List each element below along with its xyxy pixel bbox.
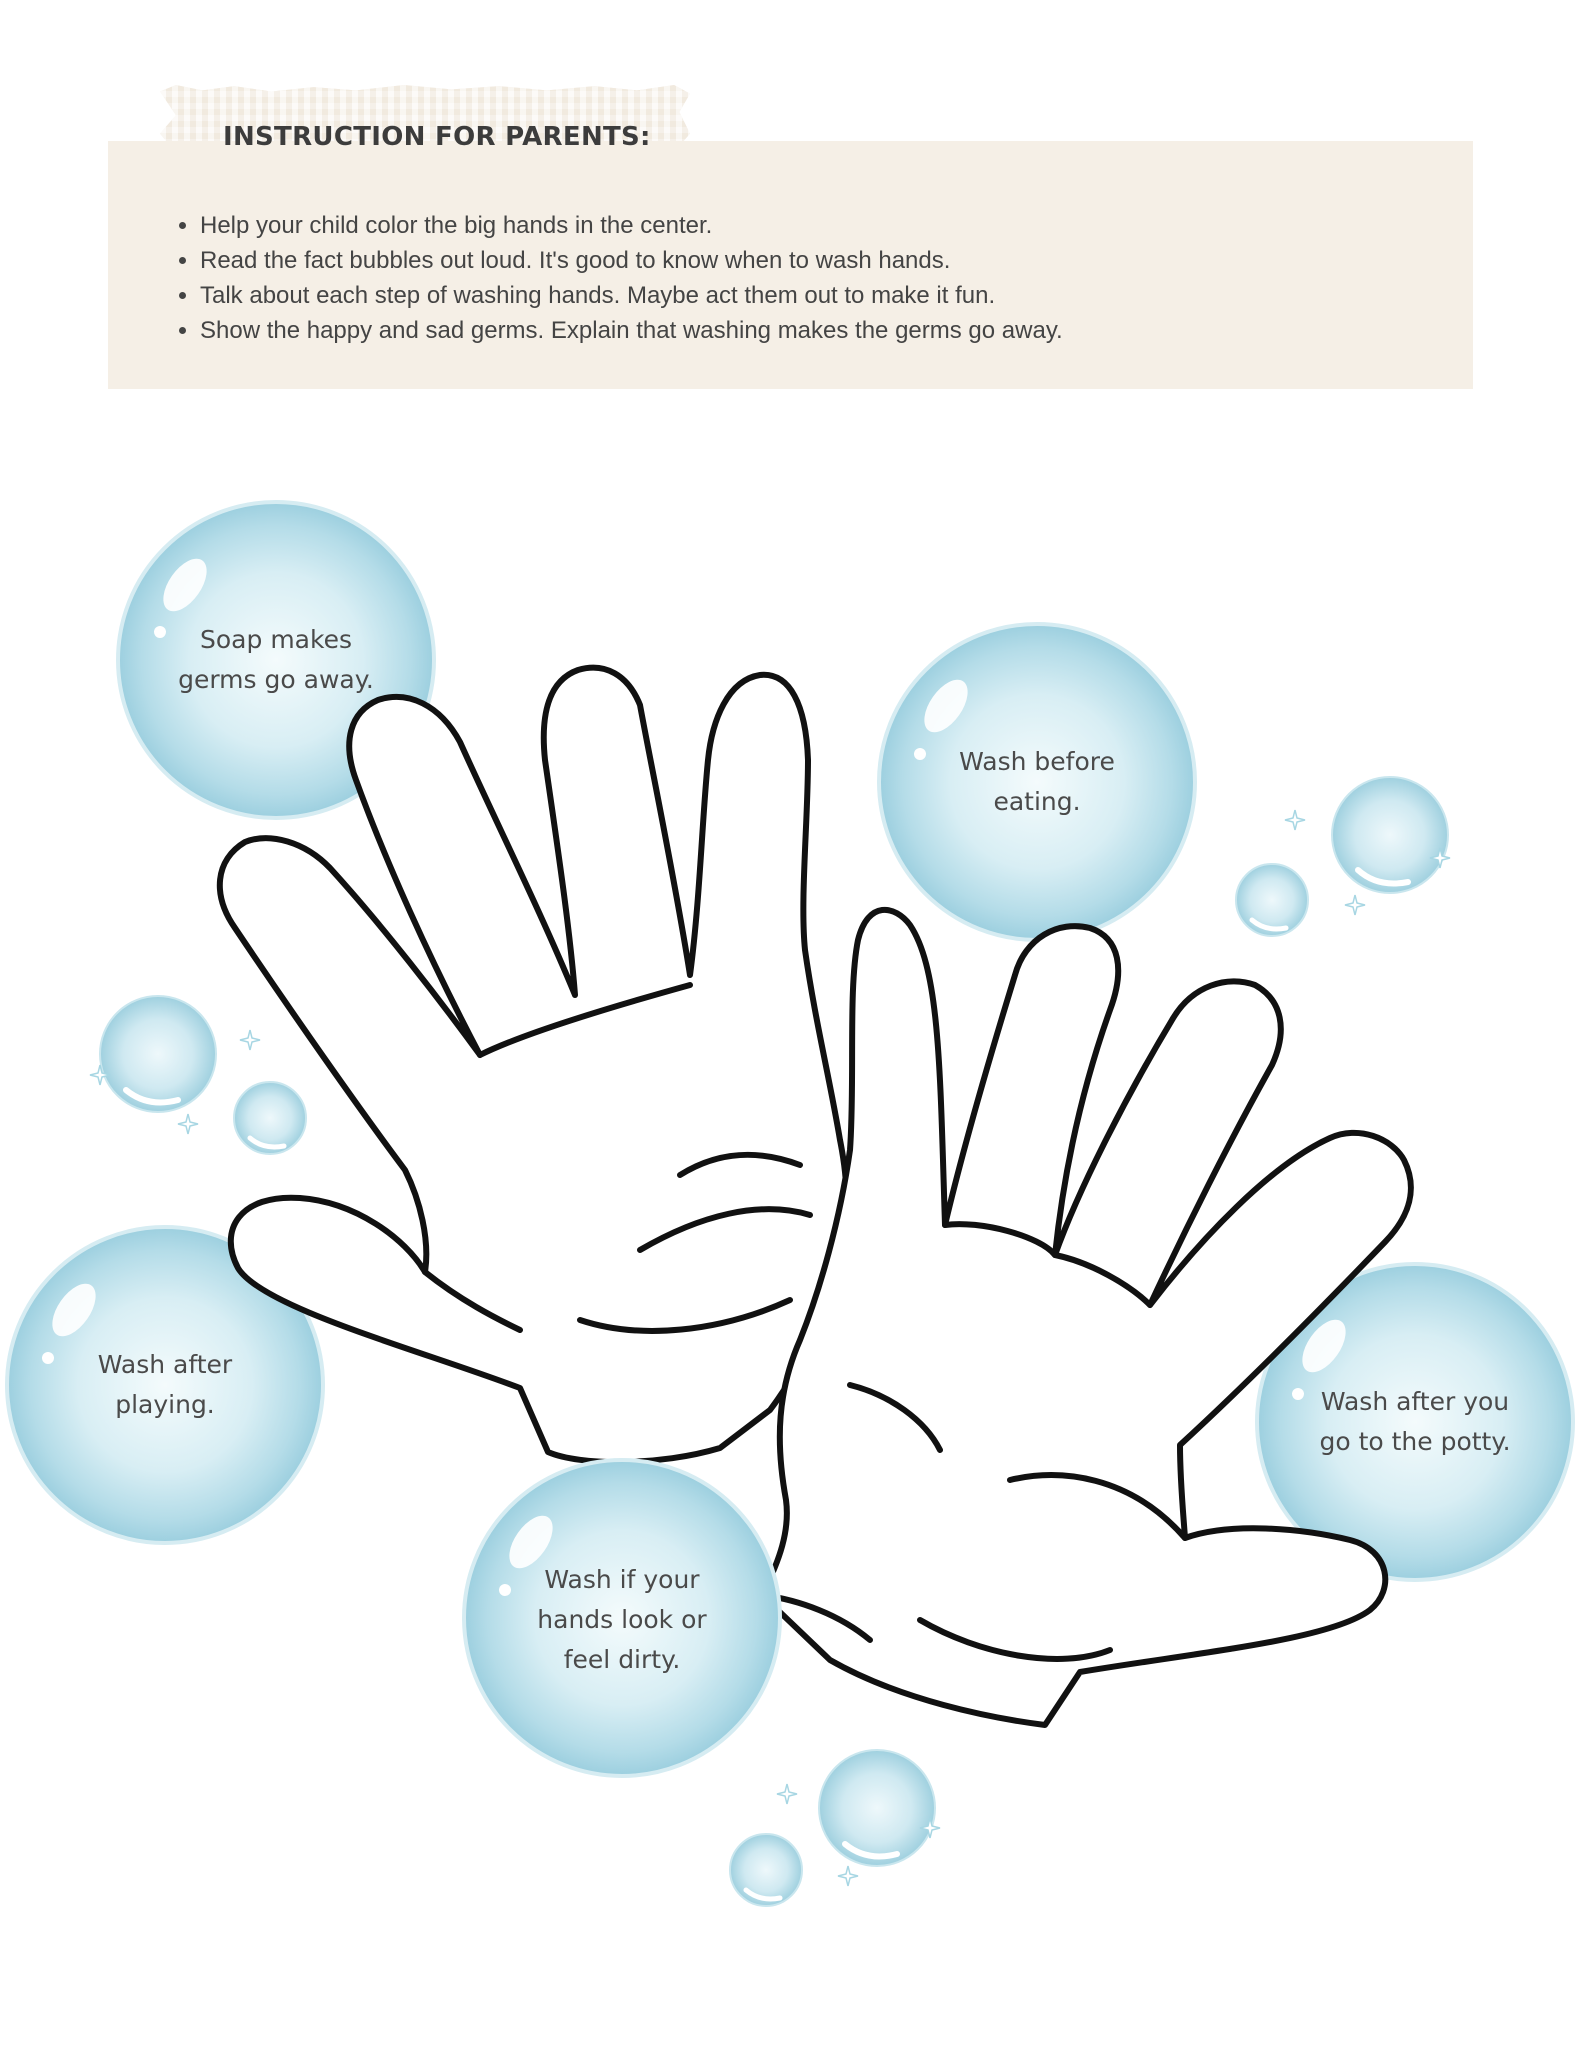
instruction-item: • Read the fact bubbles out loud. It's good to know when to wash hands. xyxy=(200,243,1063,278)
bubble-text: Soap makes xyxy=(200,625,352,654)
instruction-item: • Show the happy and sad germs. Explain that washing makes the germs go away. xyxy=(200,313,1063,348)
instruction-title: INSTRUCTION FOR PARENTS: xyxy=(223,122,651,152)
bubble-text: Wash after you xyxy=(1320,1387,1510,1416)
bubble-text: hands look or xyxy=(537,1605,707,1634)
bubble-text: feel dirty. xyxy=(563,1645,681,1674)
bubble-text: Wash if your xyxy=(544,1565,700,1594)
fact-bubble-dirty xyxy=(464,1460,780,1776)
bubble-text: Wash before xyxy=(959,747,1115,776)
bubble-text: playing. xyxy=(115,1390,215,1419)
right-hand-outline xyxy=(762,910,1411,1725)
small-bubble-cluster xyxy=(730,1750,940,1906)
bubble-text: Wash after xyxy=(97,1350,233,1379)
instruction-item: • Help your child color the big hands in the center. xyxy=(200,208,1063,243)
small-bubble-cluster xyxy=(1236,777,1450,936)
bubble-text: germs go away. xyxy=(178,665,374,694)
bubble-text: go to the potty. xyxy=(1319,1427,1511,1456)
fact-bubble-eating xyxy=(879,624,1195,940)
small-bubble-cluster xyxy=(90,996,306,1154)
instruction-item: • Talk about each step of washing hands. Maybe act them out to make it fun. xyxy=(200,278,1063,313)
bubble-text: eating. xyxy=(993,787,1081,816)
